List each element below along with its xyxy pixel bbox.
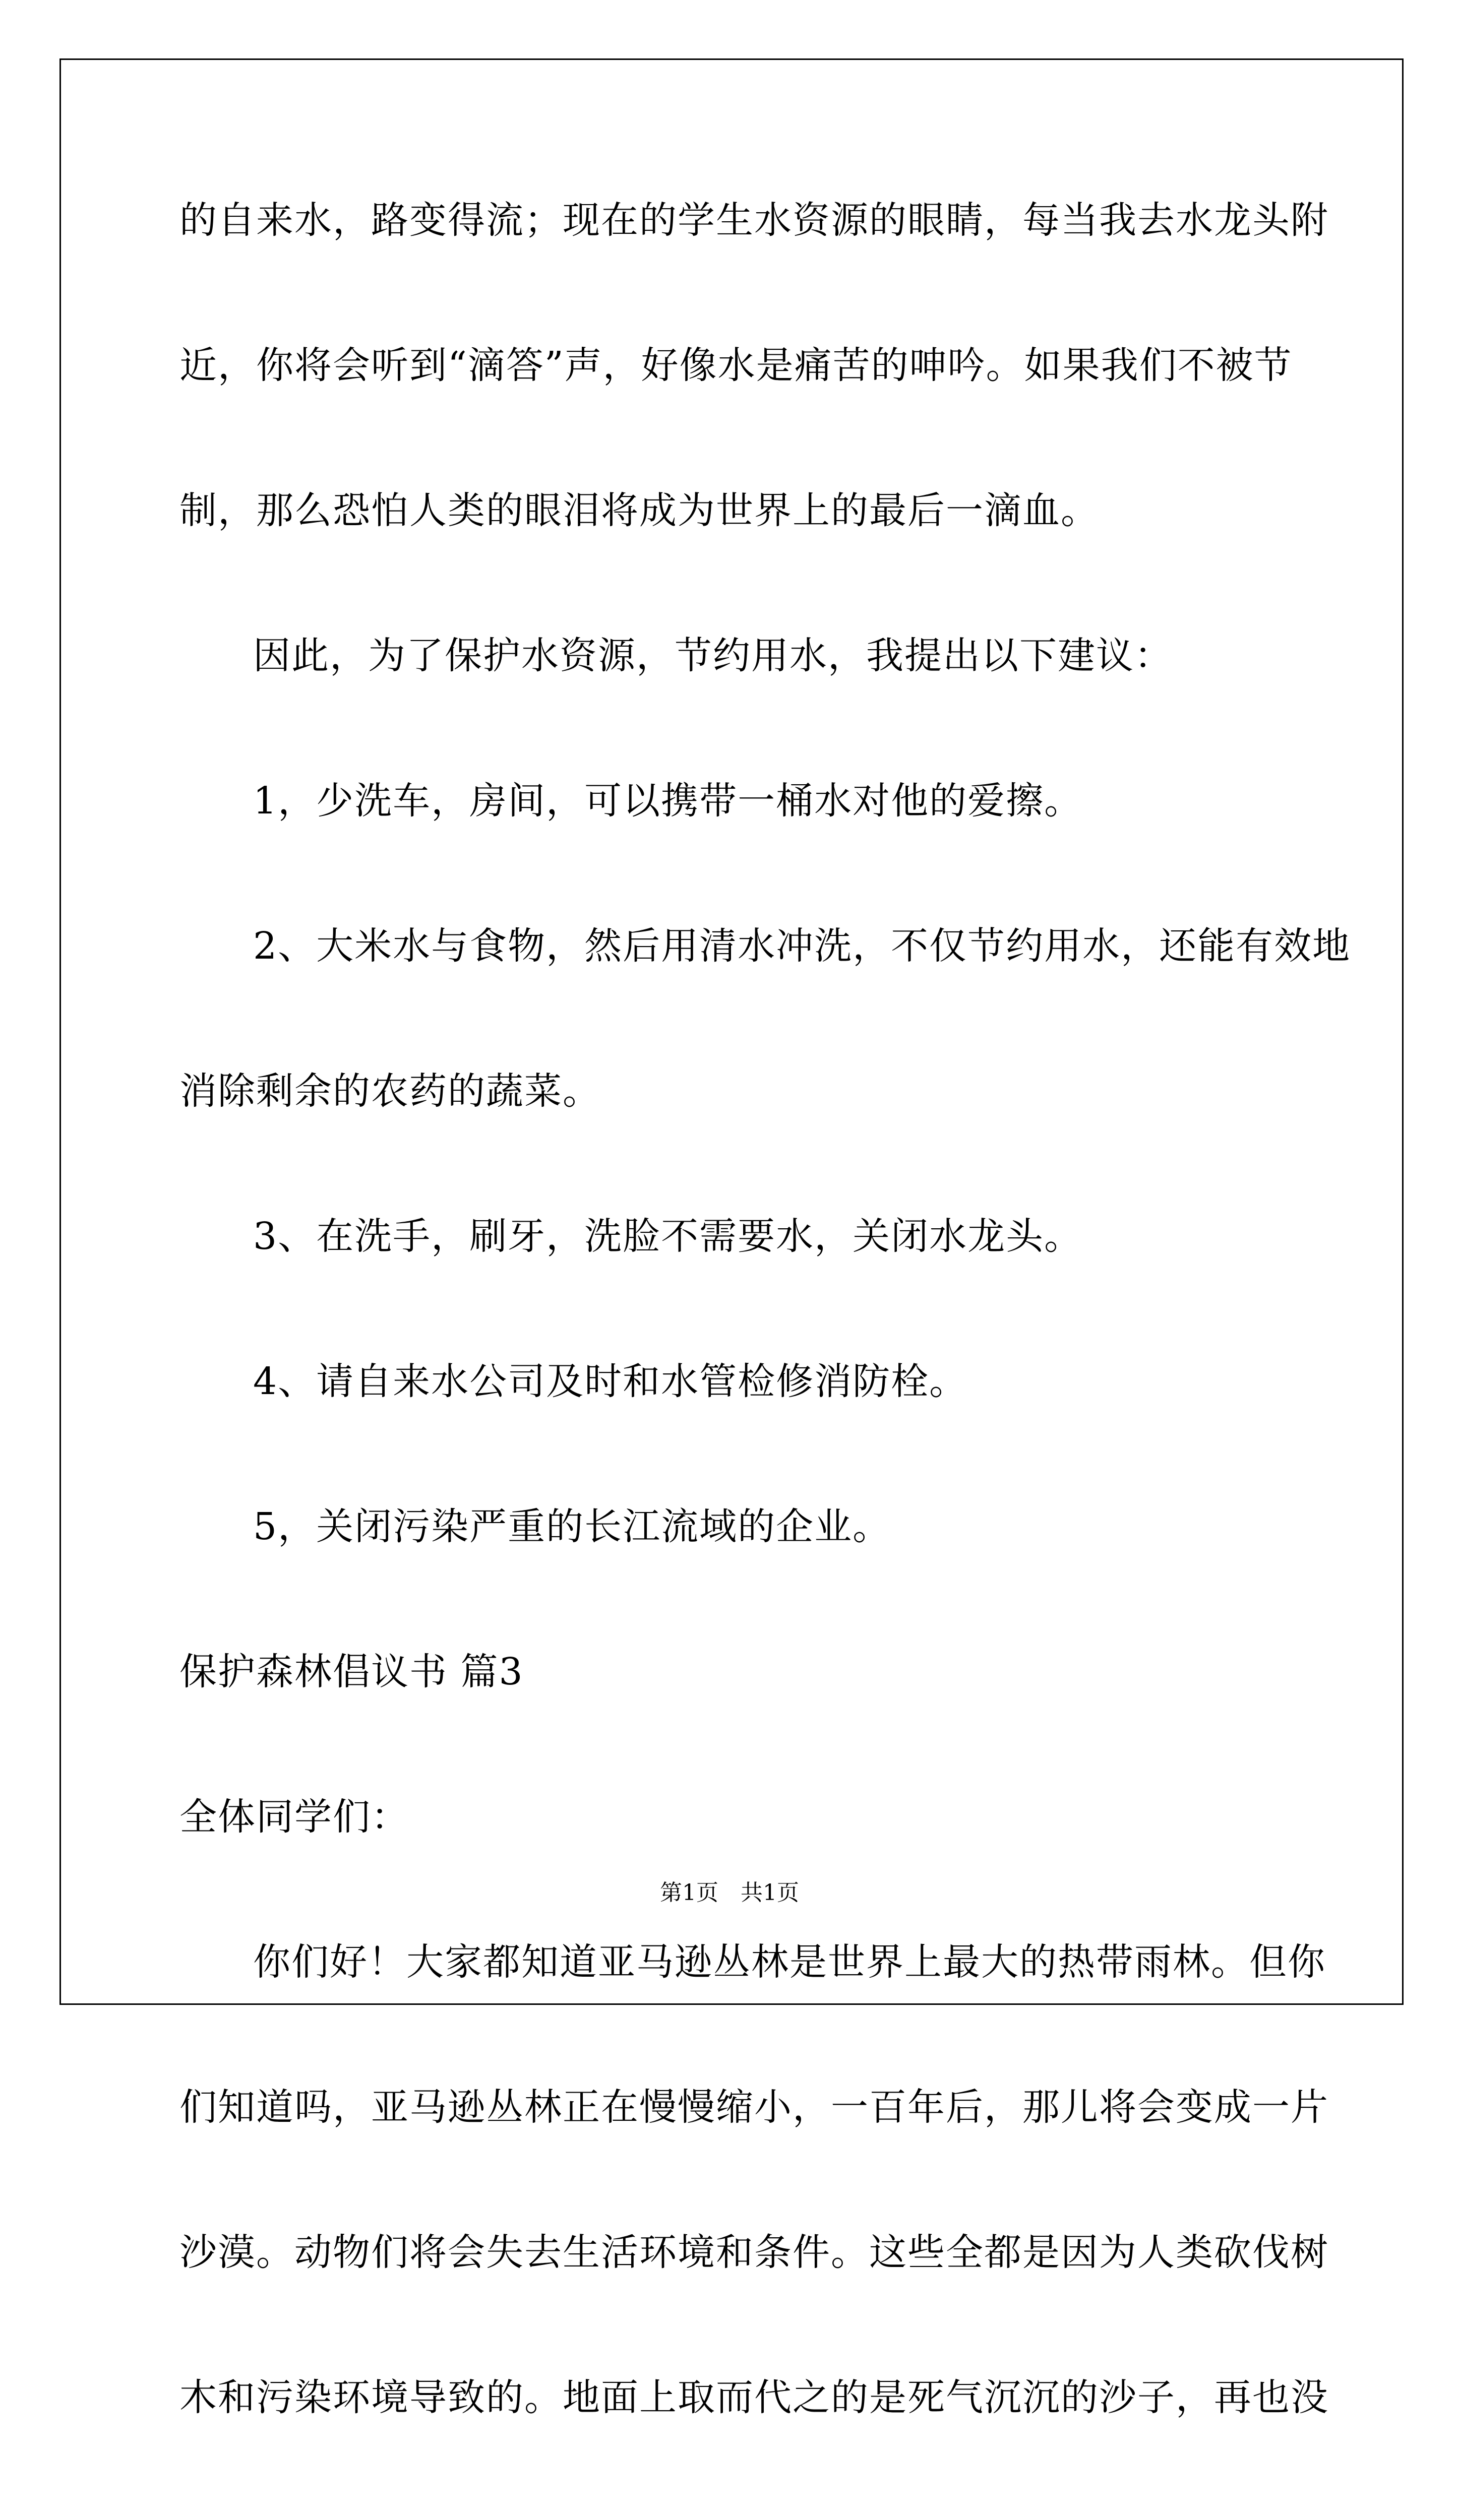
paragraph-line: 木和污染环境导致的。地面上取而代之的是死气沉沉的沙子，再也没 — [179, 2376, 1329, 2419]
paragraph-line: 你们好！大家都知道亚马逊丛林是世界上最大的热带雨林。但你 — [253, 1940, 1326, 1984]
paragraph-line: 们知道吗，亚马逊丛林正在慢慢缩小，一百年后，那儿将会变成一片 — [179, 2086, 1329, 2129]
document-body — [179, 193, 1351, 2520]
list-item: 4、请自来水公司及时和水管检修消防栓。 — [253, 1360, 968, 1403]
paragraph-line — [179, 2515, 1289, 2520]
paragraph-line: 近，你将会听到“滴答”声，好像水是痛苦的呻吟。如果我们不被节 — [179, 344, 1293, 387]
paragraph-line: 的自来水，路变得流；现在的学生水资源的眼睛，每当我去水龙头附 — [179, 199, 1329, 242]
page-number-footer: 第1页 共1页 — [660, 1880, 799, 1906]
paragraph-line: 制，那么恐怕人类的眼泪将成为世界上的最后一滴血。 — [179, 489, 1099, 532]
list-item: 5，关闭污染严重的长江流域的企业。 — [253, 1505, 891, 1548]
list-item: 1，少洗车，房间，可以携带一桶水对他的爱擦。 — [253, 779, 1083, 823]
list-item: 3、在洗手，刷牙，洗脸不需要水，关闭水龙头。 — [253, 1215, 1083, 1258]
section-heading: 保护森林倡议书 篇3 — [179, 1650, 524, 1693]
paragraph-line: 消除剩余的农药的蔬菜。 — [179, 1069, 601, 1113]
paragraph-line: 沙漠。动物们将会失去生活环境和条件。这些全都是因为人类砍伐树 — [179, 2231, 1329, 2274]
paragraph-line: 因此，为了保护水资源，节约用水，我提出以下建议： — [253, 634, 1173, 677]
list-item: 2、大米水与食物，然后用清水冲洗，不仅节约用水，还能有效地 — [253, 924, 1351, 968]
salutation: 全体同学们： — [179, 1795, 409, 1839]
